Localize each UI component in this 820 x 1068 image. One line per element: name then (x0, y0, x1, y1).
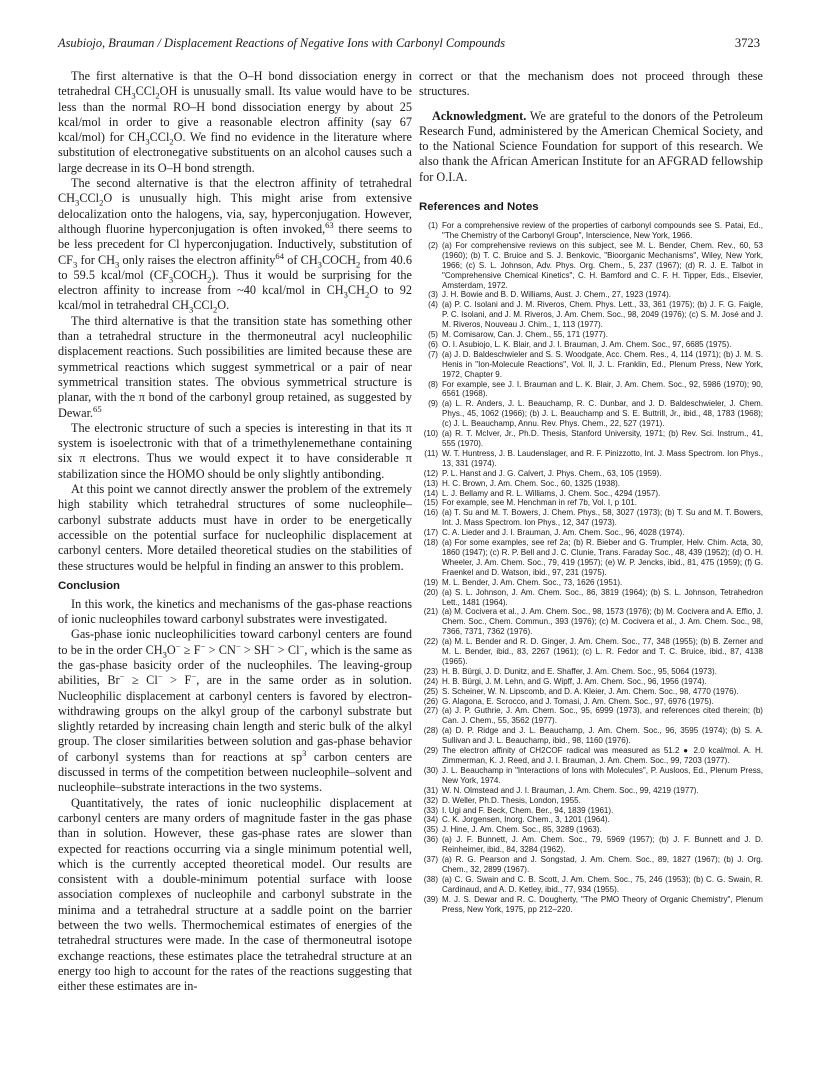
superscript: − (269, 640, 275, 651)
reference-item (419, 667, 763, 677)
reference-number: (29) (423, 746, 438, 756)
reference-item (419, 469, 763, 479)
reference-number: (30) (423, 765, 438, 775)
left-column (58, 69, 412, 995)
acknowledgment (419, 109, 763, 185)
reference-number: (20) (423, 587, 438, 597)
reference-number: (2) (428, 240, 438, 250)
reference-item (419, 300, 763, 330)
reference-text: (a) M. Cocivera et al., J. Am. Chem. Soc., 98, 1573 (1976); (b) M. Cocivera and A. Effio, J. Chem. Soc., Chem. Commun., 393 (1976); (c) M. Cocivera et al., J. Am. Chem. Soc., 98, 7366, 7371, 7362 (1976). (442, 607, 763, 637)
subscript: 3 (188, 304, 194, 315)
superscript: − (157, 671, 163, 682)
reference-number: (36) (423, 835, 438, 845)
reference-item (419, 875, 763, 895)
reference-text: For example, see J. I. Brauman and L. K. Blair, J. Am. Chem. Soc., 92, 5986 (1970); 90, 6561 (1968). (442, 379, 763, 399)
reference-item (419, 399, 763, 429)
reference-number: (23) (423, 666, 438, 676)
reference-item (419, 330, 763, 340)
reference-item (419, 241, 763, 291)
reference-text: J. L. Beauchamp in "Interactions of Ions with Molecules", P. Ausloos, Ed., Plenum Press, New York, 1974. (442, 765, 763, 785)
reference-item (419, 796, 763, 806)
running-header (58, 36, 760, 56)
reference-number: (8) (428, 379, 438, 389)
reference-text: (a) For comprehensive reviews on this subject, see M. L. Bender, Chem. Rev., 60, 53 (1960); (b) T. C. Bruice and S. J. Benkovic, "Bioorganic Mechanisms", Wiley, New York, 1966; (c) S. L. Johnson, Adv. Phys. Org. Chem., 5, 237 (1967); (d) R. J. E. Talbot in "Comprehensive Chemical Kinetics", C. H. Bamford and C. F. H. Tipper, Eds., Elsevier, Amsterdam, 1972. (442, 240, 763, 290)
reference-text: (a) M. L. Bender and R. D. Ginger, J. Am. Chem. Soc., 77, 348 (1955); (b) B. Zerner and M. L. Bender, ibid., 83, 2267 (1961); (c) L. R. Fedor and T. C. Bruice, ibid., 87, 4138 (1965). (442, 637, 763, 666)
reference-text: D. Weller, Ph.D. Thesis, London, 1955. (442, 795, 581, 805)
reference-text: H. B. Bürgi, J. D. Dunitz, and E. Shaffer, J. Am. Chem. Soc., 95, 5064 (1973). (442, 666, 717, 676)
subscript: 3 (145, 136, 150, 147)
reference-item (419, 706, 763, 726)
subscript: 3 (131, 90, 136, 101)
superscript: − (200, 640, 206, 651)
subscript: 3 (343, 289, 348, 300)
reference-number: (17) (423, 528, 438, 538)
subscript: 3 (317, 259, 322, 269)
conclusion-heading: Conclusion (58, 579, 121, 592)
reference-text: C. A. Lieder and J. I. Brauman, J. Am. Chem. Soc., 96, 4028 (1974). (442, 528, 685, 538)
reference-item (419, 766, 763, 786)
paragraph: Gas-phase ionic nucleophilicities toward carbonyl centers are found to be in the order $CH_3O^- \ge F^- > CN^- > SH^- > Cl^-$, which is the same as the gas-phase basicity order of the nucleophiles. The leaving-group abilities, Br− ≥ Cl− > F−, are in the same order as in solution. Nucleophilic displacement at carbonyl centers is favored by electron-withdrawing groups on the alkyl group of the carbonyl substrate but slightly retarded by increasing chain length and steric bulk of the alkyl group. The closer similarities between solution and gas-phase behavior of carbonyl systems than for reactions at $sp^3$ carbon centers are discussed in terms of the competition between nucleophile–solvent and nucleophile–substrate interactions in the two systems. (58, 627, 412, 795)
reference-number: (13) (423, 478, 438, 488)
superscript: 64 (275, 250, 284, 261)
reference-text: O. I. Asubiojo, L. K. Blair, and J. I. Brauman, J. Am. Chem. Soc., 97, 6685 (1975). (442, 339, 732, 349)
reference-item (419, 746, 763, 766)
reference-item (419, 677, 763, 687)
paragraph: Quantitatively, the rates of ionic nucleophilic displacement at carbonyl centers are many orders of magnitude faster in the gas phase than in solution. However, these gas-phase rates are slower than expected for reactions occurring via a single minimum potential well, which is the currently accepted theoretical model. Our results are consistent with a double-minimum potential surface with loose association complexes of nucleophile and carbonyl substrate in the minima and a tetrahedral structure at a saddle point on the barrier between the two wells. Thermochemical estimates of energies of the tetrahedral structures were made. In the case of thermoneutral isotope exchange reactions, these estimates place the tetrahedral structure at an energy too high to account for the rates of the reactions suggesting that either these estimates are in- (58, 795, 412, 994)
superscript: − (235, 640, 241, 651)
acknowledgment-heading: Acknowledgment. (432, 108, 527, 123)
reference-text: I. Ugi and F. Beck, Chem. Ber., 94, 1839 (1961). (442, 805, 614, 815)
reference-text: (a) C. G. Swain and C. B. Scott, J. Am. Chem. Soc., 75, 246 (1953); (b) C. G. Swain, R. Cardinaud, and A. D. Ketley, ibid., 77, 934 (1955). (442, 874, 763, 894)
reference-item (419, 637, 763, 667)
right-column (419, 69, 763, 915)
reference-text: (a) S. L. Johnson, J. Am. Chem. Soc., 86, 3819 (1964); (b) S. L. Johnson, Tetrahedron Lett., 1481 (1964). (442, 587, 763, 607)
reference-number: (11) (424, 448, 438, 458)
paragraph: The electronic structure of such a species is interesting in that its π system is isoelectronic with that of a trimethylenemethane containing six π electrons. Thus we would expect it to have considerable π stabilization since the HOMO should be only slightly antibonding. (58, 420, 412, 481)
reference-text: (a) J. P. Guthrie, J. Am. Chem. Soc., 95, 6999 (1973), and references cited therein; (b) Can. J. Chem., 55, 3562 (1977). (442, 706, 763, 726)
reference-number: (22) (423, 637, 438, 647)
references-heading: References and Notes (419, 201, 539, 214)
subscript: 2 (356, 259, 361, 269)
reference-text: (a) For some examples, see ref 2a; (b) R. Bieber and G. Trumpler, Helv. Chim. Acta, 30, 1860 (1947); (c) R. P. Bell and J. C. Clunie, Trans. Faraday Soc., 48, 439 (1952); (d) O. H. Wheeler, J. Am. Chem. Soc., 79, 419 (1957); (e) W. P. Jencks, ibid., 81, 475 (1959); (f) G. Fraenkel and D. Watson, ibid., 97, 231 (1975). (442, 538, 763, 577)
reference-number: (9) (428, 399, 438, 409)
reference-text: The electron affinity of CH2COF radical was measured as 51.2 ● 2.0 kcal/mol. A. H. Zimmerman, K. J. Reed, and J. I. Brauman, J. Am. Chem. Soc., 99, 7203 (1977). (442, 746, 763, 766)
reference-number: (39) (423, 894, 438, 904)
reference-text: M. L. Bender, J. Am. Chem. Soc., 73, 1626 (1951). (442, 577, 623, 587)
reference-item (419, 697, 763, 707)
reference-number: (3) (428, 290, 438, 300)
reference-text: For example, see M. Henchman in ref 7b, Vol. I, p 101. (442, 498, 638, 508)
reference-item (419, 489, 763, 499)
reference-item (419, 479, 763, 489)
subscript: 2 (213, 304, 218, 315)
reference-item (419, 528, 763, 538)
reference-text: H. B. Bürgi, J. M. Lehn, and G. Wipff, J. Am. Chem. Soc., 96, 1956 (1974). (442, 676, 707, 686)
reference-text: H. C. Brown, J. Am. Chem. Soc., 60, 1325 (1938). (442, 478, 621, 488)
superscript: − (175, 640, 181, 651)
subscript: 2 (207, 274, 212, 285)
reference-number: (10) (423, 429, 438, 439)
subscript: 2 (99, 197, 104, 208)
reference-item (419, 825, 763, 835)
subscript: 3 (168, 274, 174, 285)
reference-number: (28) (423, 726, 438, 736)
reference-text: P. L. Hanst and J. G. Calvert, J. Phys. Chem., 63, 105 (1959). (442, 468, 662, 478)
running-title: Asubiojo, Brauman / Displacement Reactions of Negative Ions with Carbonyl Compounds (58, 36, 506, 50)
reference-text: L. J. Bellamy and R. L. Williams, J. Chem. Soc., 4294 (1957). (442, 488, 661, 498)
reference-item (419, 726, 763, 746)
reference-number: (14) (423, 488, 438, 498)
reference-text: G. Alagona, E. Scrocco, and J. Tomasi, J. Am. Chem. Soc., 97, 6976 (1975). (442, 696, 714, 706)
reference-item (419, 687, 763, 697)
reference-item (419, 290, 763, 300)
reference-number: (24) (423, 676, 438, 686)
reference-item (419, 538, 763, 578)
reference-text: (a) P. C. Isolani and J. M. Riveros, Chem. Phys. Lett., 33, 361 (1975); (b) J. F. G. Faigle, P. C. Isolani, and J. M. Riveros, J. Am. Chem. Soc., 98, 2049 (1976); (c) S. M. José and J. M. Riveros, Nouveau J. Chim., 1, 113 (1977). (442, 300, 763, 330)
reference-number: (25) (423, 686, 438, 696)
reference-item (419, 607, 763, 637)
superscript: − (119, 671, 125, 682)
reference-number: (32) (423, 795, 438, 805)
reference-item (419, 786, 763, 796)
paragraph: correct or that the mechanism does not proceed through these structures. (419, 69, 763, 99)
reference-item (419, 508, 763, 528)
reference-item (419, 449, 763, 469)
reference-item (419, 588, 763, 608)
reference-item (419, 498, 763, 508)
reference-number: (1) (428, 221, 438, 231)
reference-number: (37) (423, 855, 438, 865)
reference-text: (a) J. F. Bunnett, J. Am. Chem. Soc., 79, 5969 (1957); (b) J. F. Bunnett and J. D. Reinheimer, ibid., 84, 3284 (1962). (442, 835, 763, 855)
reference-item (419, 895, 763, 915)
reference-text: M. J. S. Dewar and R. C. Dougherty, "The PMO Theory of Organic Chemistry", Plenum Press, New York, 1975, pp 212–220. (442, 894, 763, 914)
subscript: 3 (72, 259, 78, 269)
reference-list (419, 221, 763, 914)
reference-text: J. Hine, J. Am. Chem. Soc., 85, 3289 (1963). (442, 825, 602, 835)
reference-text: J. H. Bowie and B. D. Williams, Aust. J. Chem., 27, 1923 (1974). (442, 290, 671, 300)
reference-number: (38) (423, 874, 438, 884)
subscript: 3 (162, 649, 167, 660)
reference-number: (19) (423, 577, 438, 587)
reference-text: (a) R. T. McIver, Jr., Ph.D. Thesis, Stanford University, 1971; (b) Rev. Sci. Instrum., 41, 555 (1970). (442, 429, 763, 449)
reference-number: (21) (423, 607, 438, 617)
subscript: 2 (364, 289, 370, 300)
superscript: 63 (325, 219, 334, 230)
paragraph: The third alternative is that the transition state has something other than a tetrahedral structure in the thermoneutral acyl nucleophilic displacement reactions. Such possibilities are limited because these are symmetrical reactions which suggest symmetrical or a pair of near symmetrical transition states. The obvious symmetrical structure is planar, with the π bond of the carbonyl group retained, as suggested by Dewar.$^{65}$ (58, 313, 412, 420)
acknowledgment-text: We are grateful to the donors of the Petroleum Research Fund, administered by the American Chemical Society, and to the National Science Foundation for support of this research. We also thank the African American Institute for an AFGRAD fellowship for O.I.A. (419, 108, 763, 184)
reference-item (419, 578, 763, 588)
reference-number: (31) (423, 785, 438, 795)
page-number: 3723 (734, 36, 760, 50)
reference-number: (26) (423, 696, 438, 706)
reference-item (419, 855, 763, 875)
superscript: 65 (93, 403, 102, 414)
paragraph: At this point we cannot directly answer the problem of the extremely high stability which tetrahedral structures of some nucleophile–carbonyl substrate adducts must have in order to be energetically accessible on the potential surface for nucleophilic displacement at carbonyl centers. More detailed theoretical studies on the stabilities of these structures would be helpful in finding an answer to this problem. (58, 482, 412, 573)
subscript: 3 (75, 197, 80, 208)
subscript: 2 (155, 90, 160, 101)
paragraph: The first alternative is that the O–H bond dissociation energy in tetrahedral $CH_3CCl_2OH$ is unusually small. Its value would have to be less than the normal RO–H bond dissociation energy by about 25 kcal/mol in order to give a reasonable electron affinity (say 67 kcal/mol) for $CH_3CCl_2O$. We find no evidence in the literature where substitution of electronegative substituents on an alcohol causes such a large decrease in its O–H bond strength. (58, 69, 412, 175)
reference-number: (4) (428, 300, 438, 310)
reference-text: W. N. Olmstead and J. I. Brauman, J. Am. Chem. Soc., 99, 4219 (1977). (442, 785, 699, 795)
reference-text: (a) R. G. Pearson and J. Songstad, J. Am. Chem. Soc., 89, 1827 (1967); (b) J. Org. Chem., 32, 2899 (1967). (442, 855, 763, 874)
reference-text: W. T. Huntress, J. B. Laudenslager, and R. F. Pinizzotto, Int. J. Mass Spectrom. Ion Phys., 13, 331 (1974). (442, 448, 763, 468)
reference-item (419, 835, 763, 855)
reference-text: (a) L. R. Anders, J. L. Beauchamp, R. C. Dunbar, and J. D. Baldeschwieler, J. Chem. Phys., 45, 1062 (1966); (b) J. L. Beauchamp and S. E. Buttrill, Jr., ibid., 48, 1783 (1968); (c) J. L. Beauchamp, Annu. Rev. Phys. Chem., 22, 527 (1971). (442, 399, 763, 429)
reference-number: (27) (423, 706, 438, 716)
reference-text: For a comprehensive review of the properties of carbonyl compounds see S. Patai, Ed., "The Chemistry of the Carbonyl Group", Interscience, New York, 1966. (442, 221, 763, 240)
reference-item (419, 350, 763, 380)
reference-item (419, 815, 763, 825)
reference-number: (34) (423, 815, 438, 825)
reference-number: (35) (423, 825, 438, 835)
subscript: 2 (169, 136, 174, 147)
reference-number: (5) (428, 330, 438, 340)
superscript: − (299, 640, 305, 651)
paragraph: In this work, the kinetics and mechanisms of the gas-phase reactions of ionic nucleophiles toward carbonyl substrates were investigated. (58, 596, 412, 627)
reference-number: (15) (423, 498, 438, 508)
reference-item (419, 340, 763, 350)
reference-number: (18) (423, 538, 438, 548)
reference-number: (7) (428, 349, 438, 359)
superscript: 3 (302, 747, 307, 758)
reference-item (419, 380, 763, 400)
reference-number: (33) (423, 805, 438, 815)
reference-text: S. Scheiner, W. N. Lipscomb, and D. A. Kleier, J. Am. Chem. Soc., 98, 4770 (1976). (442, 686, 739, 696)
paragraph: The second alternative is that the electron affinity of tetrahedral $CH_3CCl_2O$ is unusually high. This might arise from extensive delocalization onto the halogens, via, say, hyperconjugation. However, although fluorine hyperconjugation is often invoked,$^{63}$ there seems to be less precedent for Cl hyperconjugation. Inductively, substitution of $CF_3$ for $CH_3$ only raises the electron affinity$^{64}$ of $CH_3COCH_2$ from 40.6 to 59.5 kcal/mol $(CF_3COCH_2)$. Thus it would be surprising for the electron affinity to increase from ~40 kcal/mol in $CH_3CH_2O$ to 92 kcal/mol in tetrahedral $CH_3CCl_2O$. (58, 176, 412, 315)
reference-number: (6) (428, 339, 438, 349)
subscript: 3 (115, 259, 120, 269)
reference-number: (12) (423, 468, 438, 478)
superscript: − (191, 671, 197, 682)
reference-text: C. K. Jorgensen, Inorg. Chem., 3, 1201 (1964). (442, 815, 610, 825)
reference-number: (16) (423, 508, 438, 518)
reference-text: (a) J. D. Baldeschwieler and S. S. Woodgate, Acc. Chem. Res., 4, 114 (1971); (b) J. M. S. Henis in "Ion-Molecule Reactions", Vol. II, J. L. Franklin, Ed., Plenum Press, New York, 1972, Chapter 9. (442, 349, 763, 379)
reference-item (419, 221, 763, 241)
reference-text: (a) T. Su and M. T. Bowers, J. Chem. Phys., 58, 3027 (1973); (b) T. Su and M. T. Bowers, Int. J. Mass Spectrom. Ion Phys., 12, 347 (1973). (442, 508, 763, 528)
reference-item (419, 806, 763, 816)
reference-item (419, 429, 763, 449)
reference-text: M. Comisarow, Can. J. Chem., 55, 171 (1977). (442, 330, 608, 340)
reference-text: (a) D. P. Ridge and J. L. Beauchamp, J. Am. Chem. Soc., 96, 3595 (1974); (b) S. A. Sullivan and J. L. Beauchamp, ibid., 98, 1160 (1976). (442, 726, 763, 746)
